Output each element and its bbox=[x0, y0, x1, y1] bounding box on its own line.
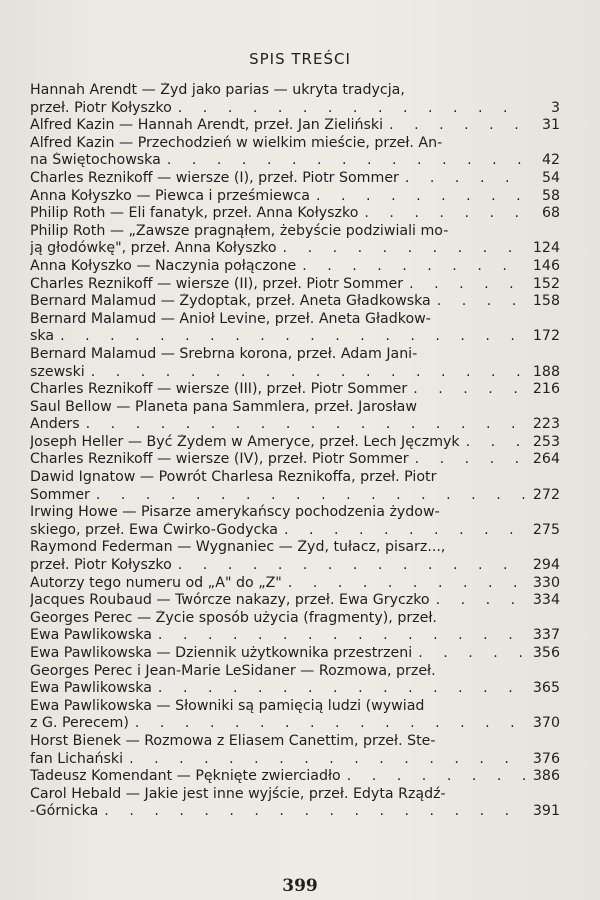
toc-entry-line bbox=[30, 117, 560, 135]
dot-leader bbox=[152, 627, 526, 645]
dot-leader bbox=[383, 117, 526, 135]
toc-entry bbox=[30, 135, 560, 170]
toc-entry-line bbox=[30, 434, 560, 452]
toc-page-number: 365 bbox=[532, 680, 560, 697]
toc-entry-text: Ewa Pawlikowska — Dziennik użytkownika przestrzeni bbox=[30, 645, 413, 661]
toc-entry-line bbox=[30, 328, 560, 346]
toc-entry-text: Charles Reznikoff — wiersze (I), przeł. Piotr Sommer bbox=[30, 169, 399, 186]
toc-page-number: 356 bbox=[532, 645, 560, 661]
toc-entry bbox=[30, 311, 560, 346]
toc-entry bbox=[30, 205, 560, 223]
toc-entry-line bbox=[30, 416, 560, 434]
toc-page-number: 370 bbox=[532, 715, 560, 732]
dot-leader bbox=[90, 487, 526, 505]
toc-entry bbox=[30, 504, 560, 539]
dot-leader bbox=[85, 364, 526, 382]
toc-entry bbox=[30, 698, 560, 733]
toc-entry-text: Joseph Heller — Być Żydem w Ameryce, przeł. Lech Jęczmyk bbox=[30, 433, 460, 450]
toc-page-number: 253 bbox=[532, 433, 560, 450]
toc-entry-line bbox=[30, 733, 560, 751]
toc-page-number: 31 bbox=[541, 117, 560, 134]
toc-page-number: 337 bbox=[532, 627, 560, 644]
dot-leader bbox=[129, 715, 526, 733]
dot-leader bbox=[310, 188, 526, 206]
toc-entry-line bbox=[30, 223, 560, 241]
toc-entry-text: Georges Perec — Życie sposób użycia (fragmenty), przeł. bbox=[30, 609, 437, 626]
toc-page-number: 172 bbox=[532, 328, 560, 345]
toc-page-number: 42 bbox=[541, 152, 560, 169]
toc-entry-text: Charles Reznikoff — wiersze (II), przeł. Piotr Sommer bbox=[30, 275, 404, 292]
toc-entry-line bbox=[30, 522, 560, 540]
toc-entry-line bbox=[30, 715, 560, 733]
toc-entry bbox=[30, 170, 560, 188]
toc-entry-line bbox=[30, 627, 560, 645]
dot-leader bbox=[172, 557, 526, 575]
dot-leader bbox=[296, 258, 526, 276]
toc-page-number: 330 bbox=[532, 574, 560, 591]
dot-leader bbox=[278, 522, 526, 540]
toc-page-number: 158 bbox=[532, 293, 560, 310]
toc-entry-text: Saul Bellow — Planeta pana Sammlera, przeł. Jarosław bbox=[30, 398, 417, 415]
toc-entry bbox=[30, 469, 560, 504]
toc-page-number: 58 bbox=[541, 187, 560, 204]
toc-entry-text: -Górnicka bbox=[30, 803, 99, 820]
toc-entry-text: Jacques Roubaud — Twórcze nakazy, przeł. Ewa Gryczko bbox=[30, 592, 430, 609]
toc-entry-line bbox=[30, 205, 560, 223]
toc-entry-text: Sommer bbox=[30, 486, 90, 503]
toc-entry bbox=[30, 223, 560, 258]
toc-entry-text: Tadeusz Komendant — Pęknięte zwierciadło bbox=[30, 768, 341, 785]
toc-entry bbox=[30, 293, 560, 311]
toc-page-number: 124 bbox=[532, 240, 560, 257]
toc-entry bbox=[30, 539, 560, 574]
toc-entry-line bbox=[30, 786, 560, 804]
toc-entry-text: fan Lichański bbox=[30, 750, 124, 767]
dot-leader bbox=[430, 592, 526, 610]
dot-leader bbox=[161, 152, 526, 170]
toc-entry bbox=[30, 663, 560, 698]
toc-page-number: 3 bbox=[550, 99, 560, 116]
toc-entry-text: z G. Perecem) bbox=[30, 715, 129, 732]
toc-page-number: 54 bbox=[541, 169, 560, 186]
toc-entry-line bbox=[30, 399, 560, 417]
dot-leader bbox=[341, 768, 526, 786]
toc-entry-line bbox=[30, 592, 560, 610]
dot-leader bbox=[80, 416, 526, 434]
toc-entry-text: ją głodówkę", przeł. Anna Kołyszko bbox=[30, 240, 277, 257]
page-number: 399 bbox=[282, 876, 318, 896]
toc-entry-line bbox=[30, 451, 560, 469]
toc-entry-text: Philip Roth — Eli fanatyk, przeł. Anna Kołyszko bbox=[30, 205, 359, 222]
toc-entry-line bbox=[30, 240, 560, 258]
dot-leader bbox=[409, 451, 526, 469]
toc-page-number: 391 bbox=[532, 803, 560, 820]
dot-leader bbox=[98, 803, 526, 821]
toc-entry bbox=[30, 117, 560, 135]
toc-page-number: 223 bbox=[532, 416, 560, 433]
toc-entry-text: przeł. Piotr Kołyszko bbox=[30, 557, 172, 574]
toc-entry-text: szewski bbox=[30, 363, 85, 380]
dot-leader bbox=[460, 434, 526, 452]
toc-entry-text: Charles Reznikoff — wiersze (III), przeł. Piotr Sommer bbox=[30, 381, 408, 398]
toc-entry-line bbox=[30, 645, 560, 663]
toc-entry-text: Ewa Pawlikowska bbox=[30, 680, 152, 697]
toc-entry-text: Bernard Malamud — Srebrna korona, przeł. Adam Jani- bbox=[30, 345, 418, 362]
toc-page-number: 334 bbox=[532, 592, 560, 609]
toc-entry-line bbox=[30, 663, 560, 681]
toc-entry bbox=[30, 575, 560, 593]
toc-entry bbox=[30, 645, 560, 663]
toc-entry-text: Philip Roth — „Zawsze pragnąłem, żebyście podziwiali mo- bbox=[30, 222, 449, 239]
toc-entry bbox=[30, 768, 560, 786]
toc-page-number: 376 bbox=[532, 750, 560, 767]
toc-entry-line bbox=[30, 751, 560, 769]
dot-leader bbox=[282, 575, 526, 593]
toc-entry-line bbox=[30, 188, 560, 206]
dot-leader bbox=[123, 751, 526, 769]
dot-leader bbox=[407, 381, 526, 399]
toc-entry-line bbox=[30, 487, 560, 505]
toc-entry-line bbox=[30, 276, 560, 294]
toc-entry bbox=[30, 258, 560, 276]
toc-entry-line bbox=[30, 346, 560, 364]
dot-leader bbox=[412, 645, 526, 663]
dot-leader bbox=[358, 205, 526, 223]
toc-page-number: 294 bbox=[532, 557, 560, 574]
toc-entry-text: Alfred Kazin — Przechodzień w wielkim mieście, przeł. An- bbox=[30, 134, 443, 151]
toc-entry-line bbox=[30, 698, 560, 716]
toc-entry bbox=[30, 451, 560, 469]
toc-entry-text: ska bbox=[30, 328, 55, 345]
toc-page-number: 272 bbox=[532, 486, 560, 503]
toc-entry bbox=[30, 381, 560, 399]
toc-entry-text: Hannah Arendt — Żyd jako parias — ukryta tradycja, bbox=[30, 82, 405, 98]
toc-entry-line bbox=[30, 293, 560, 311]
toc-entry-text: Autorzy tego numeru od „A" do „Z" bbox=[30, 574, 282, 591]
toc-entry-text: Bernard Malamud — Żydoptak, przeł. Aneta Gładkowska bbox=[30, 293, 431, 310]
toc-entry-line bbox=[30, 768, 560, 786]
dot-leader bbox=[152, 680, 526, 698]
toc-entry-text: Dawid Ignatow — Powrót Charlesa Reznikoffa, przeł. Piotr bbox=[30, 469, 437, 486]
toc-entry-text: Anna Kołyszko — Piewca i prześmiewca bbox=[30, 187, 311, 204]
table-of-contents bbox=[30, 82, 560, 821]
toc-entry-line bbox=[30, 469, 560, 487]
toc-entry-text: Bernard Malamud — Anioł Levine, przeł. Aneta Gładkow- bbox=[30, 310, 431, 327]
toc-entry-line bbox=[30, 539, 560, 557]
toc-entry bbox=[30, 434, 560, 452]
toc-entry-line bbox=[30, 258, 560, 276]
toc-entry bbox=[30, 82, 560, 117]
toc-entry-line bbox=[30, 100, 560, 118]
toc-entry-line bbox=[30, 82, 560, 100]
toc-entry bbox=[30, 610, 560, 645]
toc-entry-text: Ewa Pawlikowska — Słowniki są pamięcią ludzi (wywiad bbox=[30, 697, 425, 714]
toc-entry-line bbox=[30, 152, 560, 170]
toc-entry-text: Georges Perec i Jean-Marie LeSidaner — Rozmowa, przeł. bbox=[30, 662, 436, 679]
toc-entry-text: Horst Bienek — Rozmowa z Eliasem Canettim, przeł. Ste- bbox=[30, 732, 436, 749]
toc-entry bbox=[30, 786, 560, 821]
toc-page-number: 152 bbox=[532, 275, 560, 292]
dot-leader bbox=[277, 240, 526, 258]
toc-page-number: 188 bbox=[532, 363, 560, 380]
toc-page-number: 275 bbox=[532, 521, 560, 538]
toc-entry-text: skiego, przeł. Ewa Ćwirko-Godycka bbox=[30, 521, 278, 538]
toc-entry-line bbox=[30, 170, 560, 188]
dot-leader bbox=[172, 100, 526, 118]
toc-entry bbox=[30, 592, 560, 610]
toc-entry-line bbox=[30, 610, 560, 628]
dot-leader bbox=[403, 276, 526, 294]
toc-entry-text: Anna Kołyszko — Naczynia połączone bbox=[30, 257, 297, 274]
toc-entry-line bbox=[30, 381, 560, 399]
toc-entry-text: Raymond Federman — Wygnaniec — Żyd, tułacz, pisarz..., bbox=[30, 539, 446, 556]
toc-entry-text: przeł. Piotr Kołyszko bbox=[30, 99, 172, 116]
toc-page-number: 146 bbox=[532, 257, 560, 274]
toc-entry-line bbox=[30, 311, 560, 329]
toc-page-number: 386 bbox=[532, 768, 560, 785]
toc-entry-line bbox=[30, 557, 560, 575]
toc-page-number: 264 bbox=[532, 451, 560, 468]
toc-entry-text: Alfred Kazin — Hannah Arendt, przeł. Jan Zieliński bbox=[30, 117, 384, 134]
toc-entry-text: Charles Reznikoff — wiersze (IV), przeł. Piotr Sommer bbox=[30, 451, 409, 468]
toc-entry bbox=[30, 188, 560, 206]
page-title: SPIS TREŚCI bbox=[249, 50, 351, 68]
dot-leader bbox=[54, 328, 526, 346]
toc-entry-text: Ewa Pawlikowska bbox=[30, 627, 152, 644]
dot-leader bbox=[431, 293, 526, 311]
dot-leader bbox=[399, 170, 526, 188]
toc-entry-line bbox=[30, 803, 560, 821]
toc-entry bbox=[30, 399, 560, 434]
toc-entry-text: Carol Hebald — Jakie jest inne wyjście, przeł. Edyta Rządź- bbox=[30, 785, 446, 802]
toc-entry bbox=[30, 276, 560, 294]
toc-entry-line bbox=[30, 135, 560, 153]
toc-entry-line bbox=[30, 364, 560, 382]
toc-entry-line bbox=[30, 575, 560, 593]
toc-entry bbox=[30, 733, 560, 768]
toc-entry bbox=[30, 346, 560, 381]
toc-entry-line bbox=[30, 680, 560, 698]
toc-entry-line bbox=[30, 504, 560, 522]
toc-entry-text: Anders bbox=[30, 416, 80, 433]
toc-page-number: 68 bbox=[541, 205, 560, 222]
toc-entry-text: na Świętochowska bbox=[30, 152, 161, 169]
toc-entry-text: Irwing Howe — Pisarze amerykańscy pochodzenia żydow- bbox=[30, 504, 440, 521]
toc-page-number: 216 bbox=[532, 381, 560, 398]
